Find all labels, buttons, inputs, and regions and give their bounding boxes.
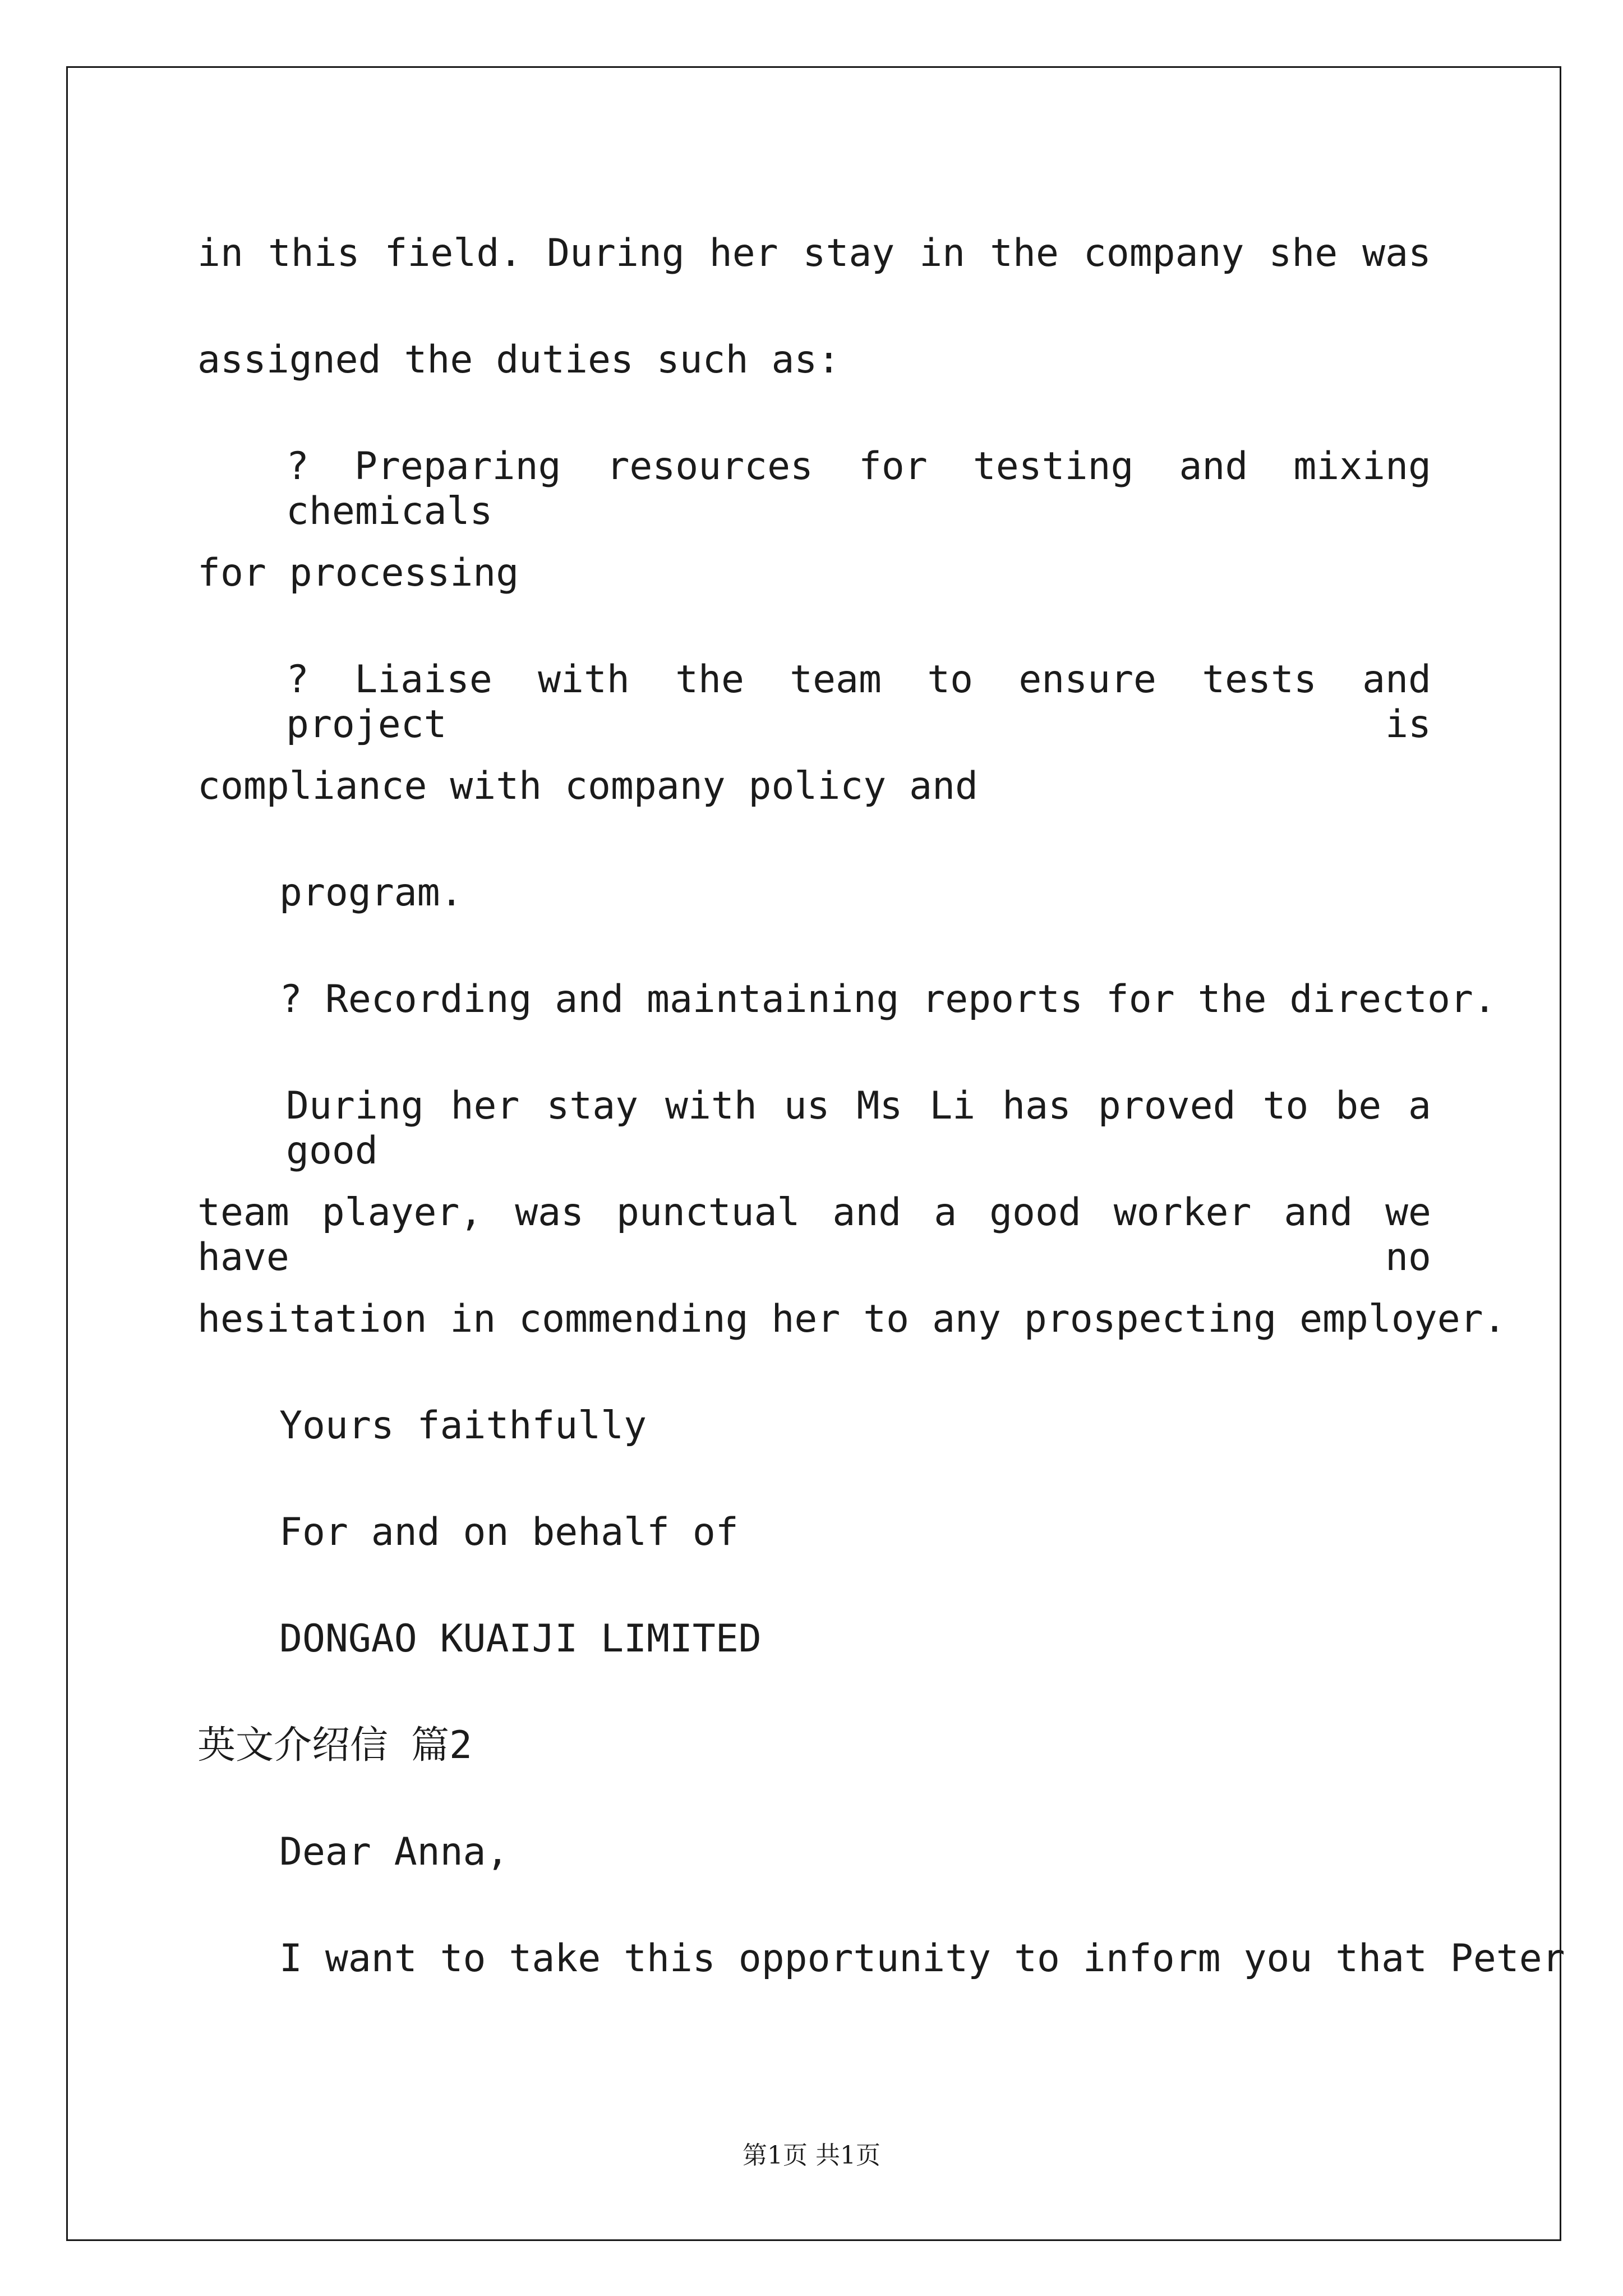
bullet-line: ? Recording and maintaining reports for the director.	[279, 977, 1496, 1022]
page-number: 第1页 共1页	[743, 2141, 880, 2170]
body-line: compliance with company policy and	[197, 764, 978, 808]
body-line: hesitation in commending her to any prospecting employer.	[197, 1297, 1506, 1341]
closing-line: For and on behalf of	[279, 1510, 739, 1554]
section-heading: 英文介绍信 篇2	[197, 1723, 472, 1768]
body-line: assigned the duties such as:	[197, 338, 841, 382]
bullet-line: ? Preparing resources for testing and mixing chemicals	[286, 444, 1431, 533]
body-line: program.	[279, 871, 463, 915]
body-line: I want to take this opportunity to inform you that Peter	[279, 1936, 1565, 1981]
salutation: Dear Anna,	[279, 1830, 509, 1874]
body-line: for processing	[197, 551, 519, 595]
bullet-line: ? Liaise with the team to ensure tests and project is	[286, 657, 1431, 747]
closing-line: Yours faithfully	[279, 1404, 647, 1448]
body-line: team player, was punctual and a good worker and we have no	[197, 1190, 1431, 1280]
body-line: in this field. During her stay in the company she was	[197, 231, 1431, 275]
company-name: DONGAO KUAIJI LIMITED	[279, 1617, 762, 1661]
body-line: During her stay with us Ms Li has proved to be a good	[286, 1084, 1431, 1173]
